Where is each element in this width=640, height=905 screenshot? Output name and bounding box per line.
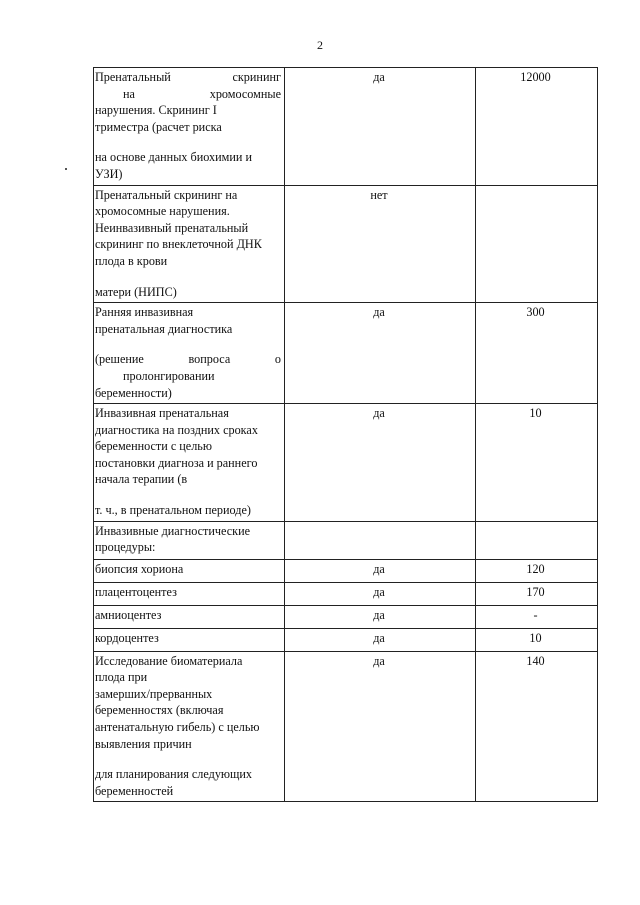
service-name-line: Ранняя инвазивная: [95, 305, 194, 320]
services-table: [93, 67, 598, 802]
service-name-line: Пренатальный скрининг: [95, 70, 281, 84]
service-name-cell: [94, 404, 285, 522]
availability-cell: [285, 521, 476, 559]
service-name-line: амниоцентез: [95, 607, 162, 622]
service-name-line: хромосомные нарушения.: [95, 204, 230, 219]
page-number: 2: [317, 38, 323, 52]
table-row: [94, 582, 598, 605]
service-name-line: антенатальную гибель) с целью: [95, 720, 260, 735]
service-name-line: биопсия хориона: [95, 561, 184, 576]
service-name-line: нарушения. Скрининг I: [95, 103, 217, 118]
service-name-line: на основе данных биохимии и: [95, 150, 252, 165]
availability-cell: да: [285, 605, 476, 628]
service-name-line: плода в крови: [95, 253, 168, 268]
service-name-line: (решение вопроса о: [95, 352, 281, 367]
service-name-line: матери (НИПС): [95, 284, 177, 299]
service-name-line: беременностях (включая: [95, 703, 224, 718]
count-cell: 140: [476, 651, 598, 802]
availability-cell: да: [285, 303, 476, 404]
service-name-line: начала терапии (в: [95, 472, 188, 487]
service-name-cell: [94, 521, 285, 559]
count-cell: [476, 521, 598, 559]
service-name-line: процедуры:: [95, 540, 156, 555]
count-cell: 300: [476, 303, 598, 404]
service-name-line: замерших/прерванных: [95, 686, 213, 701]
table-row: [94, 404, 598, 522]
table-row: [94, 68, 598, 186]
service-name-line: плода при: [95, 670, 148, 685]
table-row: [94, 628, 598, 651]
count-cell: -: [476, 605, 598, 628]
service-name-line: скрининг по внеклеточной ДНК: [95, 237, 262, 252]
service-name-line: Инвазивная пренатальная: [95, 406, 229, 421]
table-row: [94, 185, 598, 303]
availability-cell: да: [285, 582, 476, 605]
service-name-cell: [94, 303, 285, 404]
service-name-line: для планирования следующих: [95, 767, 253, 782]
count-cell: 10: [476, 628, 598, 651]
service-name-line: беременностей: [95, 783, 174, 798]
table-row: [94, 651, 598, 802]
availability-cell: да: [285, 404, 476, 522]
service-name-line: Инвазивные диагностические: [95, 523, 250, 538]
service-name-cell: [94, 628, 285, 651]
availability-cell: да: [285, 628, 476, 651]
availability-cell: нет: [285, 185, 476, 303]
count-cell: 170: [476, 582, 598, 605]
service-name-cell: [94, 605, 285, 628]
service-name-cell: [94, 68, 285, 186]
service-name-line: триместра (расчет риска: [95, 119, 222, 134]
availability-cell: да: [285, 559, 476, 582]
service-name-line: Пренатальный скрининг на: [95, 187, 238, 202]
service-name-line: беременности с целью: [95, 439, 212, 454]
count-cell: 12000: [476, 68, 598, 186]
availability-cell: да: [285, 68, 476, 186]
count-cell: 120: [476, 559, 598, 582]
service-name-line: пролонгировании: [123, 368, 215, 383]
service-name-line: Исследование биоматериала: [95, 653, 243, 668]
count-cell: 10: [476, 404, 598, 522]
service-name-cell: [94, 582, 285, 605]
service-name-line: Неинвазивный пренатальный: [95, 220, 249, 235]
service-name-line: т. ч., в пренатальном периоде): [95, 503, 251, 518]
table-row: [94, 303, 598, 404]
service-name-line: УЗИ): [95, 166, 123, 181]
service-name-cell: [94, 651, 285, 802]
service-name-line: пренатальная диагностика: [95, 321, 233, 336]
service-name-line: беременности): [95, 385, 172, 400]
table-row: [94, 605, 598, 628]
service-name-line: кордоцентез: [95, 630, 159, 645]
table-row: [94, 559, 598, 582]
service-name-line: постановки диагноза и раннего: [95, 455, 258, 470]
service-name-cell: [94, 185, 285, 303]
service-name-cell: [94, 559, 285, 582]
table-row: [94, 521, 598, 559]
count-cell: [476, 185, 598, 303]
service-name-line: плацентоцентез: [95, 584, 177, 599]
availability-cell: да: [285, 651, 476, 802]
service-name-line: на хромосомные: [123, 86, 281, 101]
scan-speck: [65, 168, 67, 170]
service-name-line: выявления причин: [95, 736, 192, 751]
service-name-line: диагностика на поздних сроках: [95, 422, 258, 437]
